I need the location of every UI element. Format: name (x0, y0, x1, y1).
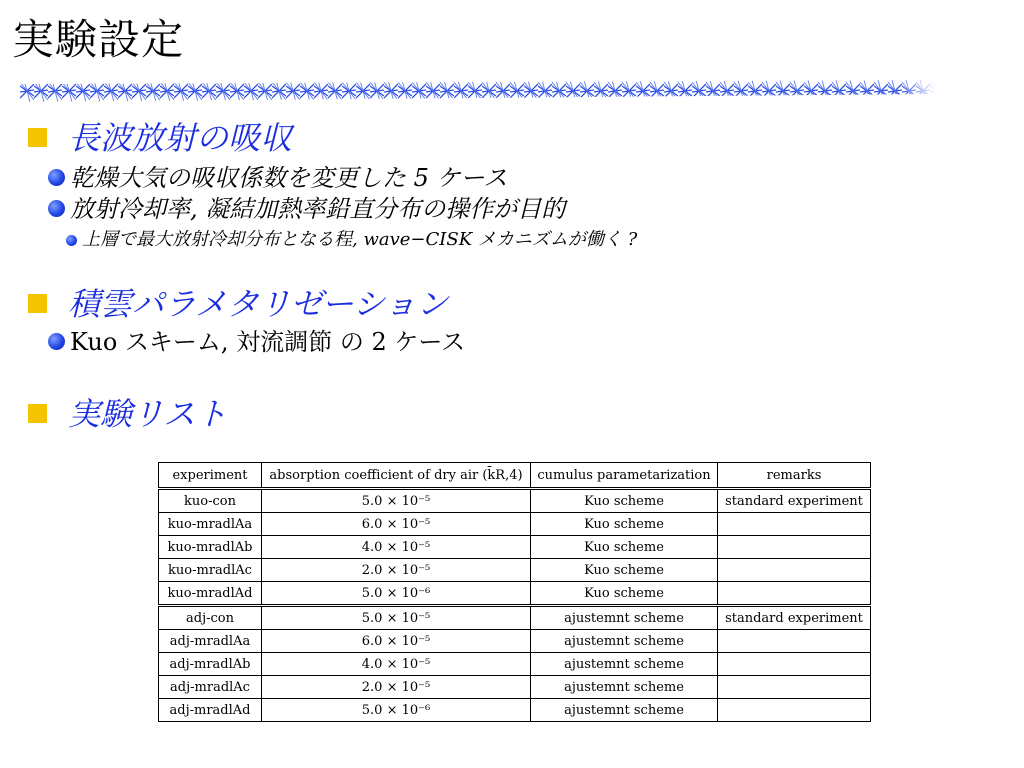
experiment-table (158, 462, 871, 722)
cell-experiment: kuo-mradlAb (159, 536, 262, 559)
square-bullet-icon (28, 294, 47, 313)
cell-absorption: 4.0 × 10⁻⁵ (262, 653, 531, 676)
cell-cumulus: Kuo scheme (531, 582, 718, 606)
cell-remarks: standard experiment (718, 489, 871, 513)
table-row (159, 699, 871, 722)
cell-experiment: adj-con (159, 606, 262, 630)
cell-cumulus: ajustemnt scheme (531, 676, 718, 699)
cell-experiment: adj-mradlAc (159, 676, 262, 699)
cell-cumulus: ajustemnt scheme (531, 630, 718, 653)
cell-absorption: 2.0 × 10⁻⁵ (262, 676, 531, 699)
cell-remarks (718, 676, 871, 699)
column-header: cumulus parametarization (531, 463, 718, 489)
cell-absorption: 5.0 × 10⁻⁶ (262, 582, 531, 606)
cell-cumulus: ajustemnt scheme (531, 699, 718, 722)
table-row (159, 559, 871, 582)
cell-cumulus: Kuo scheme (531, 489, 718, 513)
table-row (159, 630, 871, 653)
slide-title: 実験設定 (12, 15, 185, 64)
subbullet-text: 上層で最大放射冷却分布となる程, wave−CISK メカニズムが働く ? (82, 229, 638, 250)
decorative-rule (20, 80, 936, 102)
cell-absorption: 2.0 × 10⁻⁵ (262, 559, 531, 582)
table-row (159, 513, 871, 536)
cell-absorption: 5.0 × 10⁻⁵ (262, 606, 531, 630)
cell-remarks (718, 630, 871, 653)
cell-cumulus: ajustemnt scheme (531, 653, 718, 676)
cell-absorption: 4.0 × 10⁻⁵ (262, 536, 531, 559)
cell-remarks (718, 513, 871, 536)
cell-experiment: kuo-mradlAd (159, 582, 262, 606)
table-row (159, 606, 871, 630)
column-header: absorption coefficient of dry air (k̄R,4) (262, 463, 531, 489)
cell-absorption: 6.0 × 10⁻⁵ (262, 513, 531, 536)
cell-remarks (718, 653, 871, 676)
round-bullet-icon (48, 169, 65, 186)
cell-remarks: standard experiment (718, 606, 871, 630)
cell-experiment: adj-mradlAd (159, 699, 262, 722)
bullet-text: Kuo スキーム, 対流調節 の 2 ケース (70, 328, 466, 356)
cell-cumulus: ajustemnt scheme (531, 606, 718, 630)
column-header: experiment (159, 463, 262, 489)
section-heading: 積雲パラメタリゼーション (68, 285, 449, 323)
small-round-bullet-icon (66, 235, 77, 246)
section-heading: 長波放射の吸収 (68, 119, 293, 157)
column-header: remarks (718, 463, 871, 489)
round-bullet-icon (48, 333, 65, 350)
cell-absorption: 6.0 × 10⁻⁵ (262, 630, 531, 653)
section-heading: 実験リスト (68, 395, 228, 433)
table-row (159, 653, 871, 676)
cell-remarks (718, 699, 871, 722)
cell-experiment: adj-mradlAb (159, 653, 262, 676)
square-bullet-icon (28, 128, 47, 147)
table-header-row (159, 463, 871, 489)
cell-absorption: 5.0 × 10⁻⁶ (262, 699, 531, 722)
cell-experiment: kuo-mradlAa (159, 513, 262, 536)
bullet-text: 放射冷却率, 凝結加熱率鉛直分布の操作が目的 (70, 195, 566, 223)
cell-experiment: adj-mradlAa (159, 630, 262, 653)
cell-experiment: kuo-con (159, 489, 262, 513)
round-bullet-icon (48, 200, 65, 217)
table-row (159, 489, 871, 513)
cell-absorption: 5.0 × 10⁻⁵ (262, 489, 531, 513)
bullet-text: 乾燥大気の吸収係数を変更した 5 ケース (70, 164, 508, 192)
table-row (159, 676, 871, 699)
cell-remarks (718, 559, 871, 582)
table-row (159, 536, 871, 559)
cell-remarks (718, 582, 871, 606)
cell-cumulus: Kuo scheme (531, 559, 718, 582)
cell-cumulus: Kuo scheme (531, 513, 718, 536)
cell-experiment: kuo-mradlAc (159, 559, 262, 582)
cell-remarks (718, 536, 871, 559)
cell-cumulus: Kuo scheme (531, 536, 718, 559)
table-row (159, 582, 871, 606)
square-bullet-icon (28, 404, 47, 423)
